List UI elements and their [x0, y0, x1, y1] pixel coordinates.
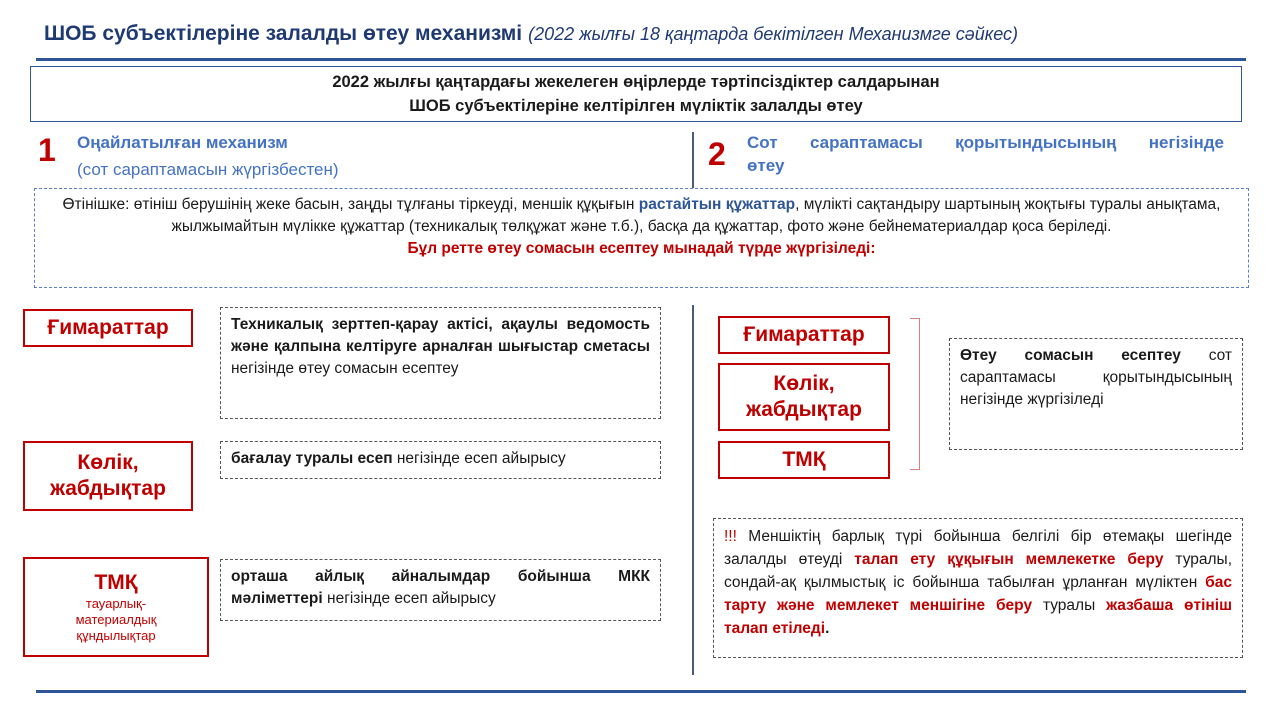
application-text-highlight: растайтын құжаттар: [638, 196, 796, 213]
warning-note-box: [713, 518, 1243, 658]
left-category-tmk-small3: құндылықтар: [76, 628, 156, 643]
right-category-transport-line1: Көлік,: [773, 372, 835, 395]
left-category-transport: [23, 441, 193, 511]
left-category-buildings-label: Ғимараттар: [47, 316, 169, 339]
left-category-tmk: [23, 557, 209, 657]
section-divider-top: [692, 132, 694, 188]
application-note: Бұл ретте өтеу сомасын есептеу мынадай түрде жүргізіледі:: [407, 240, 876, 257]
warning-text1: Меншіктің барлық түрі бойынша белгілі бір өтемақы шегінде залалды өтеуді: [724, 528, 1232, 568]
mechanism1-title: Оңайлатылған механизм: [77, 133, 288, 152]
warning-highlight1: талап ету құқығын мемлекетке беру: [854, 551, 1164, 568]
left-desc-buildings: [220, 307, 661, 419]
bottom-divider: [36, 690, 1246, 693]
left-category-tmk-small2: материалдық: [75, 612, 157, 627]
warning-highlight2: бас тарту және мемлекет меншігіне беру: [724, 574, 1232, 614]
left-category-transport-line2: жабдықтар: [50, 477, 166, 500]
mechanism1-subtitle: (сот сараптамасын жүргізбестен): [77, 160, 339, 179]
left-desc-tmk: [220, 559, 661, 621]
left-desc-tmk-rest: негізінде есеп айырысу: [322, 590, 496, 607]
page-title: [44, 20, 1244, 48]
mechanism2-number: 2: [708, 136, 726, 172]
title-sub: (2022 жылғы 18 қаңтарда бекітілген Механизмге сәйкес): [528, 24, 1019, 44]
warning-marks: !!!: [724, 528, 737, 545]
title-main: ШОБ субъектілеріне залалды өтеу механизмі: [44, 22, 523, 45]
left-category-tmk-label: ТМҚ: [94, 571, 138, 594]
left-category-transport-line1: Көлік,: [77, 451, 139, 474]
right-desc-rest: сот сараптамасы қорытындысының негізінде жүргізіледі: [960, 347, 1232, 408]
warning-text4: .: [825, 620, 830, 637]
right-category-bracket: [910, 318, 920, 470]
top-divider: [36, 58, 1246, 61]
left-desc-transport: [220, 441, 661, 479]
left-desc-transport-bold: бағалау туралы есеп: [231, 450, 393, 467]
left-desc-transport-rest: негізінде есеп айырысу: [392, 450, 566, 467]
application-requirements-box: [34, 188, 1249, 288]
application-text-part1: Өтінішке: өтініш берушінің жеке басын, заңды тұлғаны тіркеуді, меншік құқығын: [62, 196, 639, 213]
header-line2: ШОБ субъектілеріне келтірілген мүліктік залалды өтеу: [409, 97, 863, 115]
mechanism2-title-line2: өтеу: [747, 156, 785, 175]
warning-highlight3: жазбаша өтініш талап етіледі: [724, 597, 1233, 637]
mechanism2-heading: [747, 131, 1224, 177]
application-text-part2: , мүлікті сақтандыру шартының жоқтығы туралы анықтама, жылжымайтын мүлікке құжаттар (техникалық төлқұжат және т.б.), басқа да құжаттар, фото және бейнематериалдар қоса беріледі.: [171, 196, 1221, 235]
right-category-transport: [718, 363, 890, 431]
right-category-buildings: [718, 316, 890, 354]
left-category-buildings: [23, 309, 193, 347]
warning-text2: туралы, сондай-ақ қылмыстық іс бойынша табылған ұрланған мүліктен: [724, 551, 1232, 591]
mechanism1-heading: [77, 131, 637, 181]
left-category-tmk-small1: тауарлық-: [85, 596, 147, 611]
right-category-buildings-label: Ғимараттар: [743, 323, 865, 346]
left-desc-buildings-bold: Техникалық зерттеп-қарау актісі, ақаулы ведомость және қалпына келтіруге арналған шығыстар сметасы: [231, 316, 650, 355]
left-desc-buildings-rest: негізінде өтеу сомасын есептеу: [231, 360, 459, 377]
right-desc-bold: Өтеу сомасын есептеу: [960, 347, 1181, 364]
right-desc-expertise: [949, 338, 1243, 450]
header-box: [30, 66, 1242, 122]
application-text: [47, 194, 1236, 238]
right-category-transport-line2: жабдықтар: [746, 398, 862, 421]
warning-text3: туралы: [1032, 597, 1107, 614]
right-category-tmk-label: ТМҚ: [782, 448, 826, 471]
right-category-tmk: [718, 441, 890, 479]
left-desc-tmk-bold: орташа айлық айналымдар бойынша МКК мәліметтері: [231, 568, 650, 607]
section-divider-main: [692, 305, 694, 675]
header-line1: 2022 жылғы қаңтардағы жекелеген өңірлерде тәртіпсіздіктер салдарынан: [332, 73, 940, 91]
mechanism2-title-line1: Сот сараптамасы қорытындысының негізінде: [747, 133, 1224, 152]
mechanism1-number: 1: [38, 132, 56, 168]
